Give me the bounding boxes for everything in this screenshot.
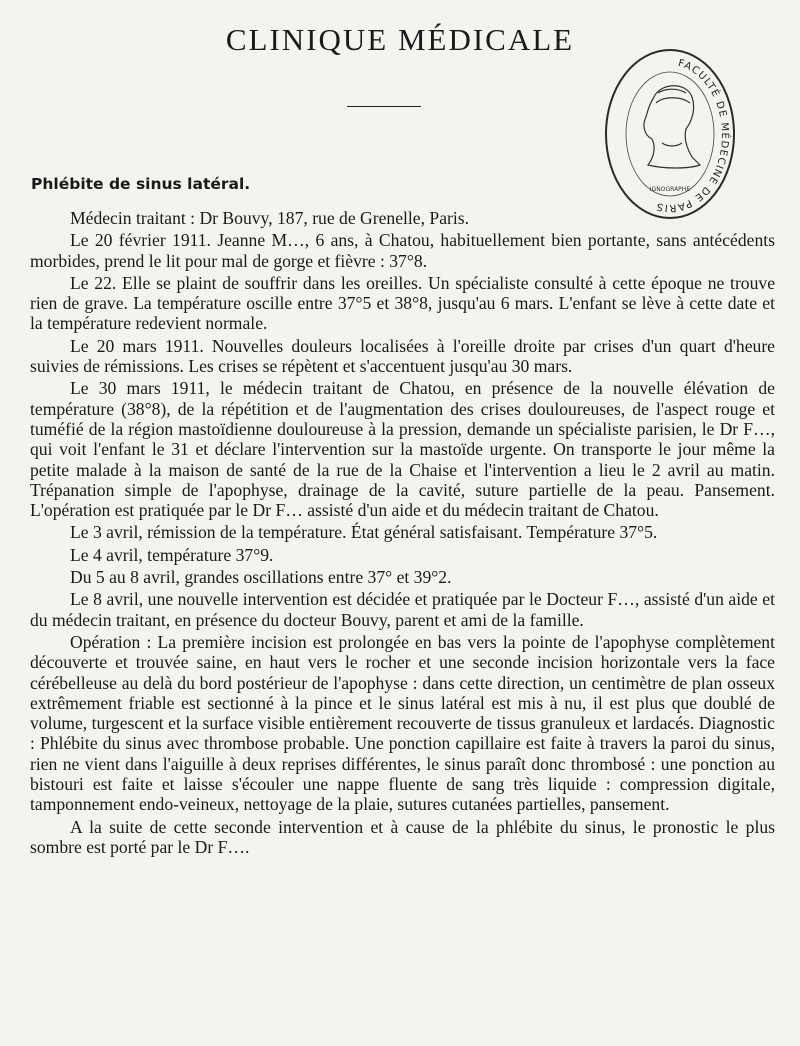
library-stamp bbox=[602, 47, 738, 221]
paragraph-mar-30: Le 30 mars 1911, le médecin traitant de Chatou, en présence de la nouvelle élévation de température (38°8), de la répétition et de l'augmentation des crises douloureuses, de l'aspect rouge et tuméfié de la région mastoïdienne douloureuse à la pression, demande un spécialiste parisien, le Dr F…, qui voit l'enfant le 31 et déclare l'intervention sur la mastoïde urgente. On transporte le jour même la petite malade à la maison de santé de la rue de la Chaise et l'intervention a lieu le 2 avril au matin. Trépanation simple de l'apophyse, drainage de la cavité, suture partielle de la peau. Pansement. L'opération est pratiquée par le Dr F… assisté d'un aide et du médecin traitant de Chatou. bbox=[30, 378, 775, 521]
paragraph-feb-22: Le 22. Elle se plaint de souffrir dans les oreilles. Un spécialiste consulté à cette époque ne trouve rien de grave. La température oscille entre 37°5 et 38°8, jusqu'au 6 mars. L'enfant se lève à cette date et la température redevient normale. bbox=[30, 272, 775, 334]
section-heading: Phlébite de sinus latéral. bbox=[31, 175, 251, 193]
paragraph-mar-20: Le 20 mars 1911. Nouvelles douleurs localisées à l'oreille droite par crises d'un quart d'heure suivies de rémissions. Les crises se répètent et s'accentuent jusqu'au 30 mars. bbox=[30, 335, 775, 377]
title-divider bbox=[347, 106, 421, 107]
paragraph-prognosis: A la suite de cette seconde intervention et à cause de la phlébite du sinus, le pronostic le plus sombre est porté par le Dr F…. bbox=[30, 816, 775, 857]
paragraph-apr-4: Le 4 avril, température 37°9. bbox=[70, 544, 274, 565]
body-text bbox=[30, 208, 775, 859]
paragraph-apr-5-8: Du 5 au 8 avril, grandes oscillations entre 37° et 39°2. bbox=[70, 567, 452, 588]
stamp-ring-text: FACULTÉ DE MÉDECINE DE PARIS bbox=[654, 57, 731, 214]
paragraph-feb-20: Le 20 février 1911. Jeanne M…, 6 ans, à Chatou, habituellement bien portante, sans antécédents morbides, prend le lit pour mal de gorge et fièvre : 37°8. bbox=[30, 230, 775, 271]
stamp-inner-text: IGNOGRAPHE bbox=[649, 186, 691, 193]
paragraph-operation: Opération : La première incision est prolongée en bas vers la pointe de l'apophyse complètement découverte et trouvée saine, en haut vers le rocher et une seconde incision horizontale vers la face cérébelleuse au delà du bord postérieur de l'apophyse : dans cette direction, un centimètre de plan osseux extrêmement friable est sectionné à la pince et le sinus latéral est mis à nu, il est plus que doublé de volume, turgescent et la surface visible entièrement recouverte de tissus granuleux et lardacés. Diagnostic : Phlébite du sinus avec thrombose probable. Une ponction capillaire est faite à travers la paroi du sinus, rien ne vient dans l'aiguille à deux reprises différentes, le sinus paraît donc thrombosé : une ponction au bistouri est faite et laisse s'écouler une nappe fluente de sang très liquide : compression digitale, tamponnement endo-veineux, nettoyage de la plaie, sutures cutanées partielles, pansement. bbox=[30, 631, 775, 815]
portrait-icon bbox=[644, 86, 700, 168]
paragraph-apr-8: Le 8 avril, une nouvelle intervention est décidée et pratiquée par le Docteur F…, assisté d'un aide et du médecin traitant, en présence du docteur Bouvy, parent et ami de la famille. bbox=[30, 589, 775, 630]
page-title: CLINIQUE MÉDICALE bbox=[225, 22, 575, 57]
paragraph-attending-physician: Médecin traitant : Dr Bouvy, 187, rue de Grenelle, Paris. bbox=[70, 208, 470, 228]
paragraph-apr-3: Le 3 avril, rémission de la température. État général satisfaisant. Température 37°5. bbox=[70, 522, 658, 543]
